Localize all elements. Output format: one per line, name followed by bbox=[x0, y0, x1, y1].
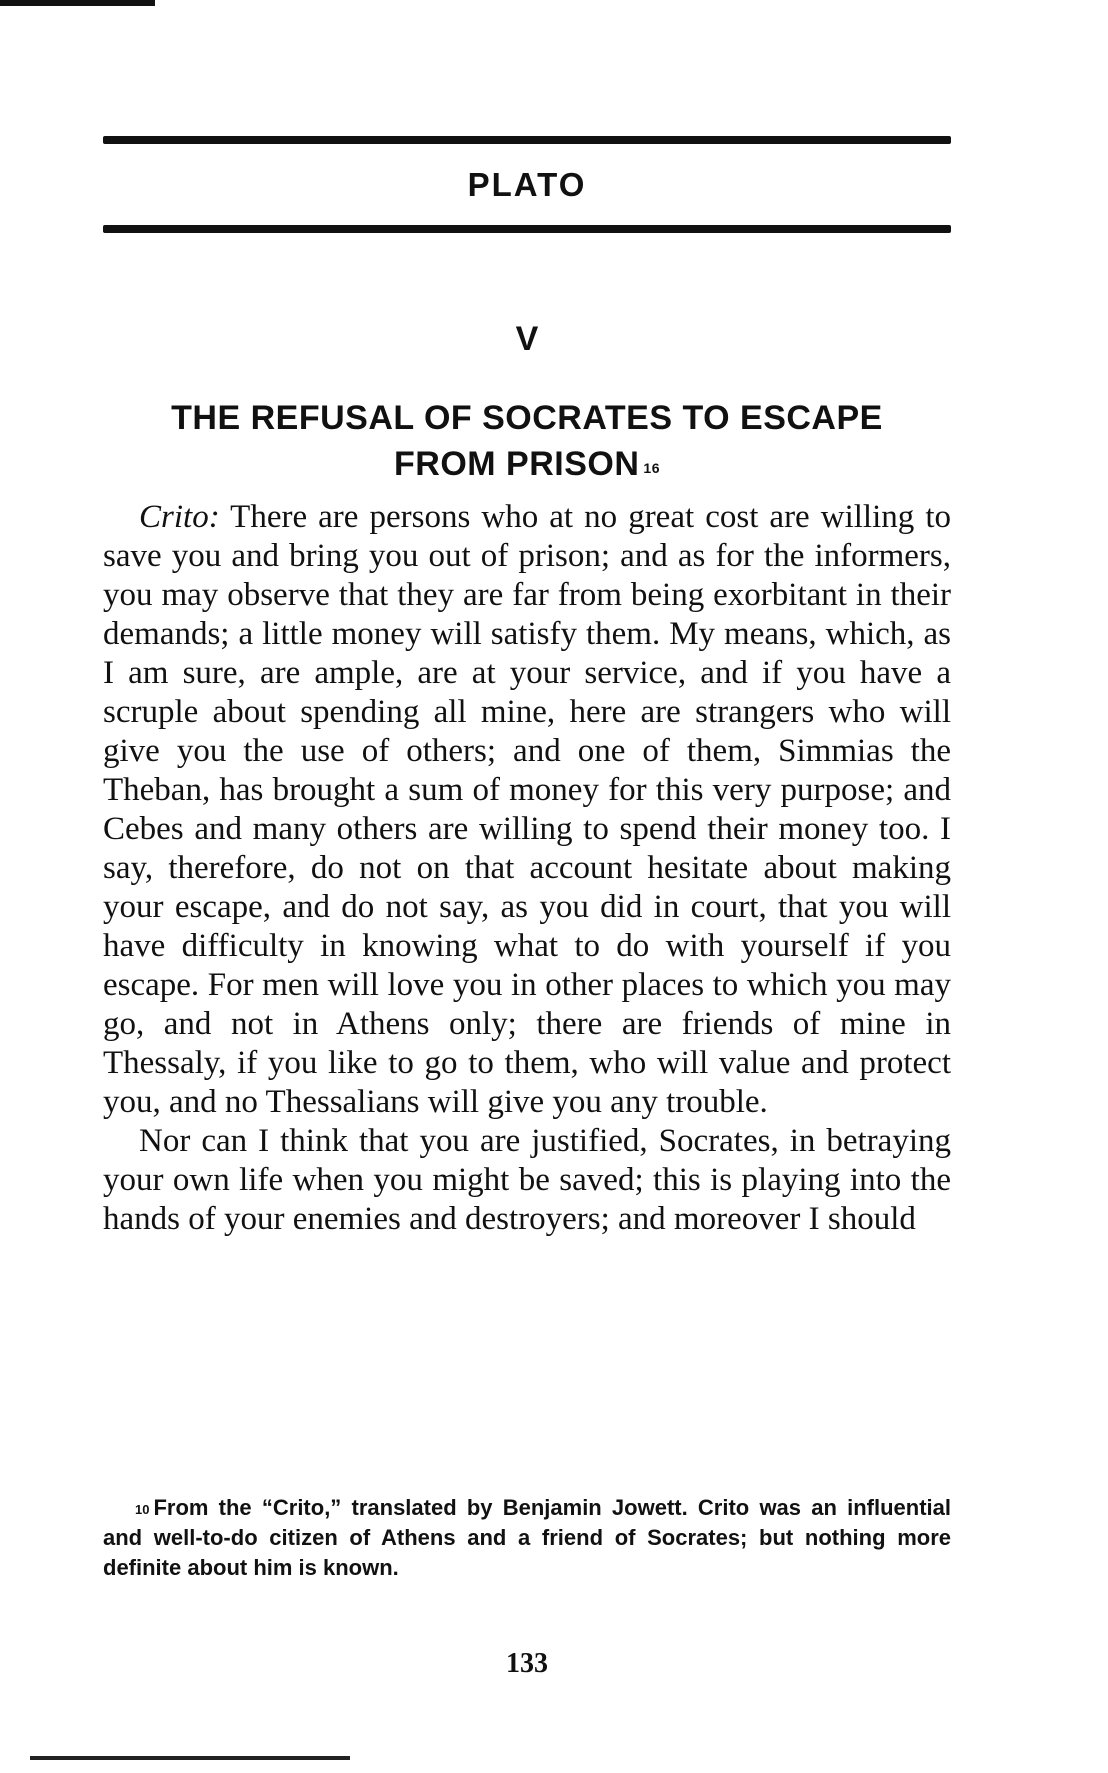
chapter-title bbox=[103, 395, 951, 487]
body-text bbox=[103, 498, 951, 1239]
paragraph-text: Nor can I think that you are justified, Socrates, in betraying your own life when you might be saved; this is playing into the hands of your enemies and destroyers; and moreover I should bbox=[103, 1123, 951, 1237]
footnote-marker: 10 bbox=[135, 1502, 150, 1517]
footnote-reference: 16 bbox=[643, 460, 660, 476]
scan-edge-mark-bottom bbox=[30, 1756, 350, 1760]
chapter-title-line2 bbox=[103, 441, 951, 487]
speaker-label: Crito: bbox=[139, 499, 220, 535]
page-number: 133 bbox=[506, 1648, 548, 1679]
chapter-title-line1: THE REFUSAL OF SOCRATES TO ESCAPE bbox=[171, 399, 883, 437]
paragraph bbox=[103, 1122, 951, 1239]
header-rule-bottom bbox=[103, 225, 951, 233]
running-head: PLATO bbox=[467, 166, 587, 203]
paragraph-text: There are persons who at no great cost are willing to save you and bring you out of prison; and as for the informers, you may observe that they are far from being exorbitant in their demands; a little money will satisfy them. My means, which, as I am sure, are ample, are at your service, and if you have a scruple about spending all mine, here are strangers who will give you the use of others; and one of them, Simmias the Theban, has brought a sum of money for this very purpose; and Cebes and many others are willing to spend their money too. I say, therefore, do not on that account hesitate about making your escape, and do not say, as you did in court, that you will have difficulty in knowing what to do with yourself if you escape. For men will love you in other places to which you may go, and not in Athens only; there are friends of mine in Thessaly, if you like to go to them, who will value and protect you, and no Thessalians will give you any trouble. bbox=[103, 499, 951, 1120]
header-rule-top bbox=[103, 136, 951, 144]
footnote-text: From the “Crito,” translated by Benjamin Jowett. Crito was an influential and well-to-do citizen of Athens and a friend of Socrates; but nothing more definite about him is known. bbox=[103, 1495, 951, 1580]
chapter-numeral: V bbox=[515, 320, 539, 358]
paragraph bbox=[103, 498, 951, 1122]
chapter-title-line2-text: FROM PRISON bbox=[394, 445, 640, 483]
scan-edge-mark bbox=[0, 0, 155, 6]
footnote bbox=[103, 1493, 951, 1583]
